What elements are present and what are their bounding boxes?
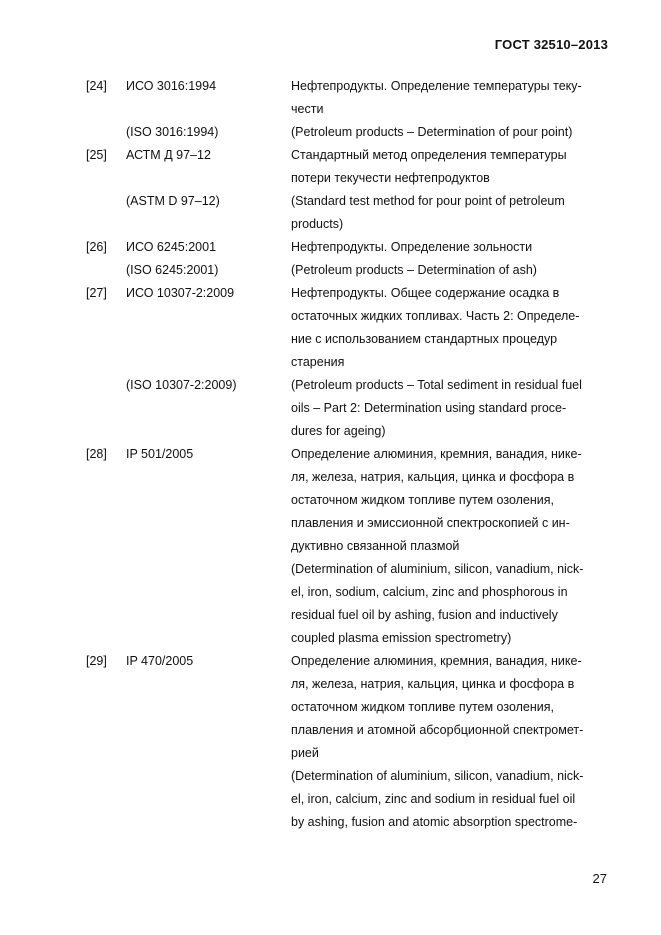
reference-title: Стандартный метод определения температуры потери текучести нефтепродуктов bbox=[291, 148, 567, 185]
reference-entry-28 bbox=[0, 443, 661, 650]
reference-code: IP 501/2005 bbox=[126, 447, 194, 461]
reference-row bbox=[0, 190, 661, 236]
reference-row bbox=[0, 443, 661, 650]
reference-entry-29 bbox=[0, 650, 661, 834]
page-header-standard-code: ГОСТ 32510–2013 bbox=[494, 37, 608, 52]
reference-entry-24 bbox=[0, 75, 661, 144]
reference-code: АСТМ Д 97–12 bbox=[126, 148, 211, 162]
reference-number: [24] bbox=[86, 79, 107, 93]
reference-row bbox=[0, 282, 661, 374]
reference-code: ИСО 10307-2:2009 bbox=[126, 286, 235, 300]
bibliography-list bbox=[0, 75, 661, 834]
reference-title: Определение алюминия, кремния, ванадия, нике- ля, железа, натрия, кальция, цинка и фосфора в остаточном жидком топливе путем озоления, плавления и эмиссионной спектроскопией с ин- дуктивно связанной плазмой (Determination of aluminium, silicon, vanadium, nick- el, iron, sodium, calcium, zinc and phosphorous in residual fuel oil by ashing, fusion and inductively coupled plasma emission spectrometry) bbox=[291, 447, 584, 645]
reference-code: IP 470/2005 bbox=[126, 654, 194, 668]
reference-code: ИСО 3016:1994 bbox=[126, 79, 217, 93]
reference-row bbox=[0, 236, 661, 259]
page-number: 27 bbox=[592, 871, 607, 886]
reference-number: [28] bbox=[86, 447, 107, 461]
reference-code: (ASTM D 97–12) bbox=[126, 194, 220, 208]
reference-title: (Standard test method for pour point of petroleum products) bbox=[291, 194, 565, 231]
reference-title: Нефтепродукты. Определение температуры теку- чести bbox=[291, 79, 582, 116]
reference-entry-25 bbox=[0, 144, 661, 236]
reference-title: (Petroleum products – Determination of ash) bbox=[291, 263, 537, 277]
reference-title: (Petroleum products – Total sediment in residual fuel oils – Part 2: Determination using standard proce- dures for ageing) bbox=[291, 378, 582, 438]
reference-code: (ISO 3016:1994) bbox=[126, 125, 219, 139]
reference-title: (Petroleum products – Determination of pour point) bbox=[291, 125, 573, 139]
reference-row bbox=[0, 121, 661, 144]
reference-row bbox=[0, 374, 661, 443]
reference-entry-27 bbox=[0, 282, 661, 443]
reference-title: Нефтепродукты. Общее содержание осадка в остаточных жидких топливах. Часть 2: Определе- ние с использованием стандартных процедур старения bbox=[291, 286, 580, 369]
reference-row bbox=[0, 259, 661, 282]
reference-code: (ISO 6245:2001) bbox=[126, 263, 219, 277]
reference-title: Нефтепродукты. Определение зольности bbox=[291, 240, 533, 254]
reference-number: [27] bbox=[86, 286, 107, 300]
reference-entry-26 bbox=[0, 236, 661, 282]
reference-number: [29] bbox=[86, 654, 107, 668]
reference-row bbox=[0, 650, 661, 834]
reference-code: (ISO 10307-2:2009) bbox=[126, 378, 237, 392]
reference-row bbox=[0, 75, 661, 121]
reference-code: ИСО 6245:2001 bbox=[126, 240, 217, 254]
reference-row bbox=[0, 144, 661, 190]
reference-number: [25] bbox=[86, 148, 107, 162]
reference-title: Определение алюминия, кремния, ванадия, нике- ля, железа, натрия, кальция, цинка и фосфора в остаточном жидком топливе путем озоления, плавления и атомной абсорбционной спектромет- рией (Determination of aluminium, silicon, vanadium, nick- el, iron, calcium, zinc and sodium in residual fuel oil by ashing, fusion and atomic absorption spectrome- bbox=[291, 654, 584, 829]
reference-number: [26] bbox=[86, 240, 107, 254]
